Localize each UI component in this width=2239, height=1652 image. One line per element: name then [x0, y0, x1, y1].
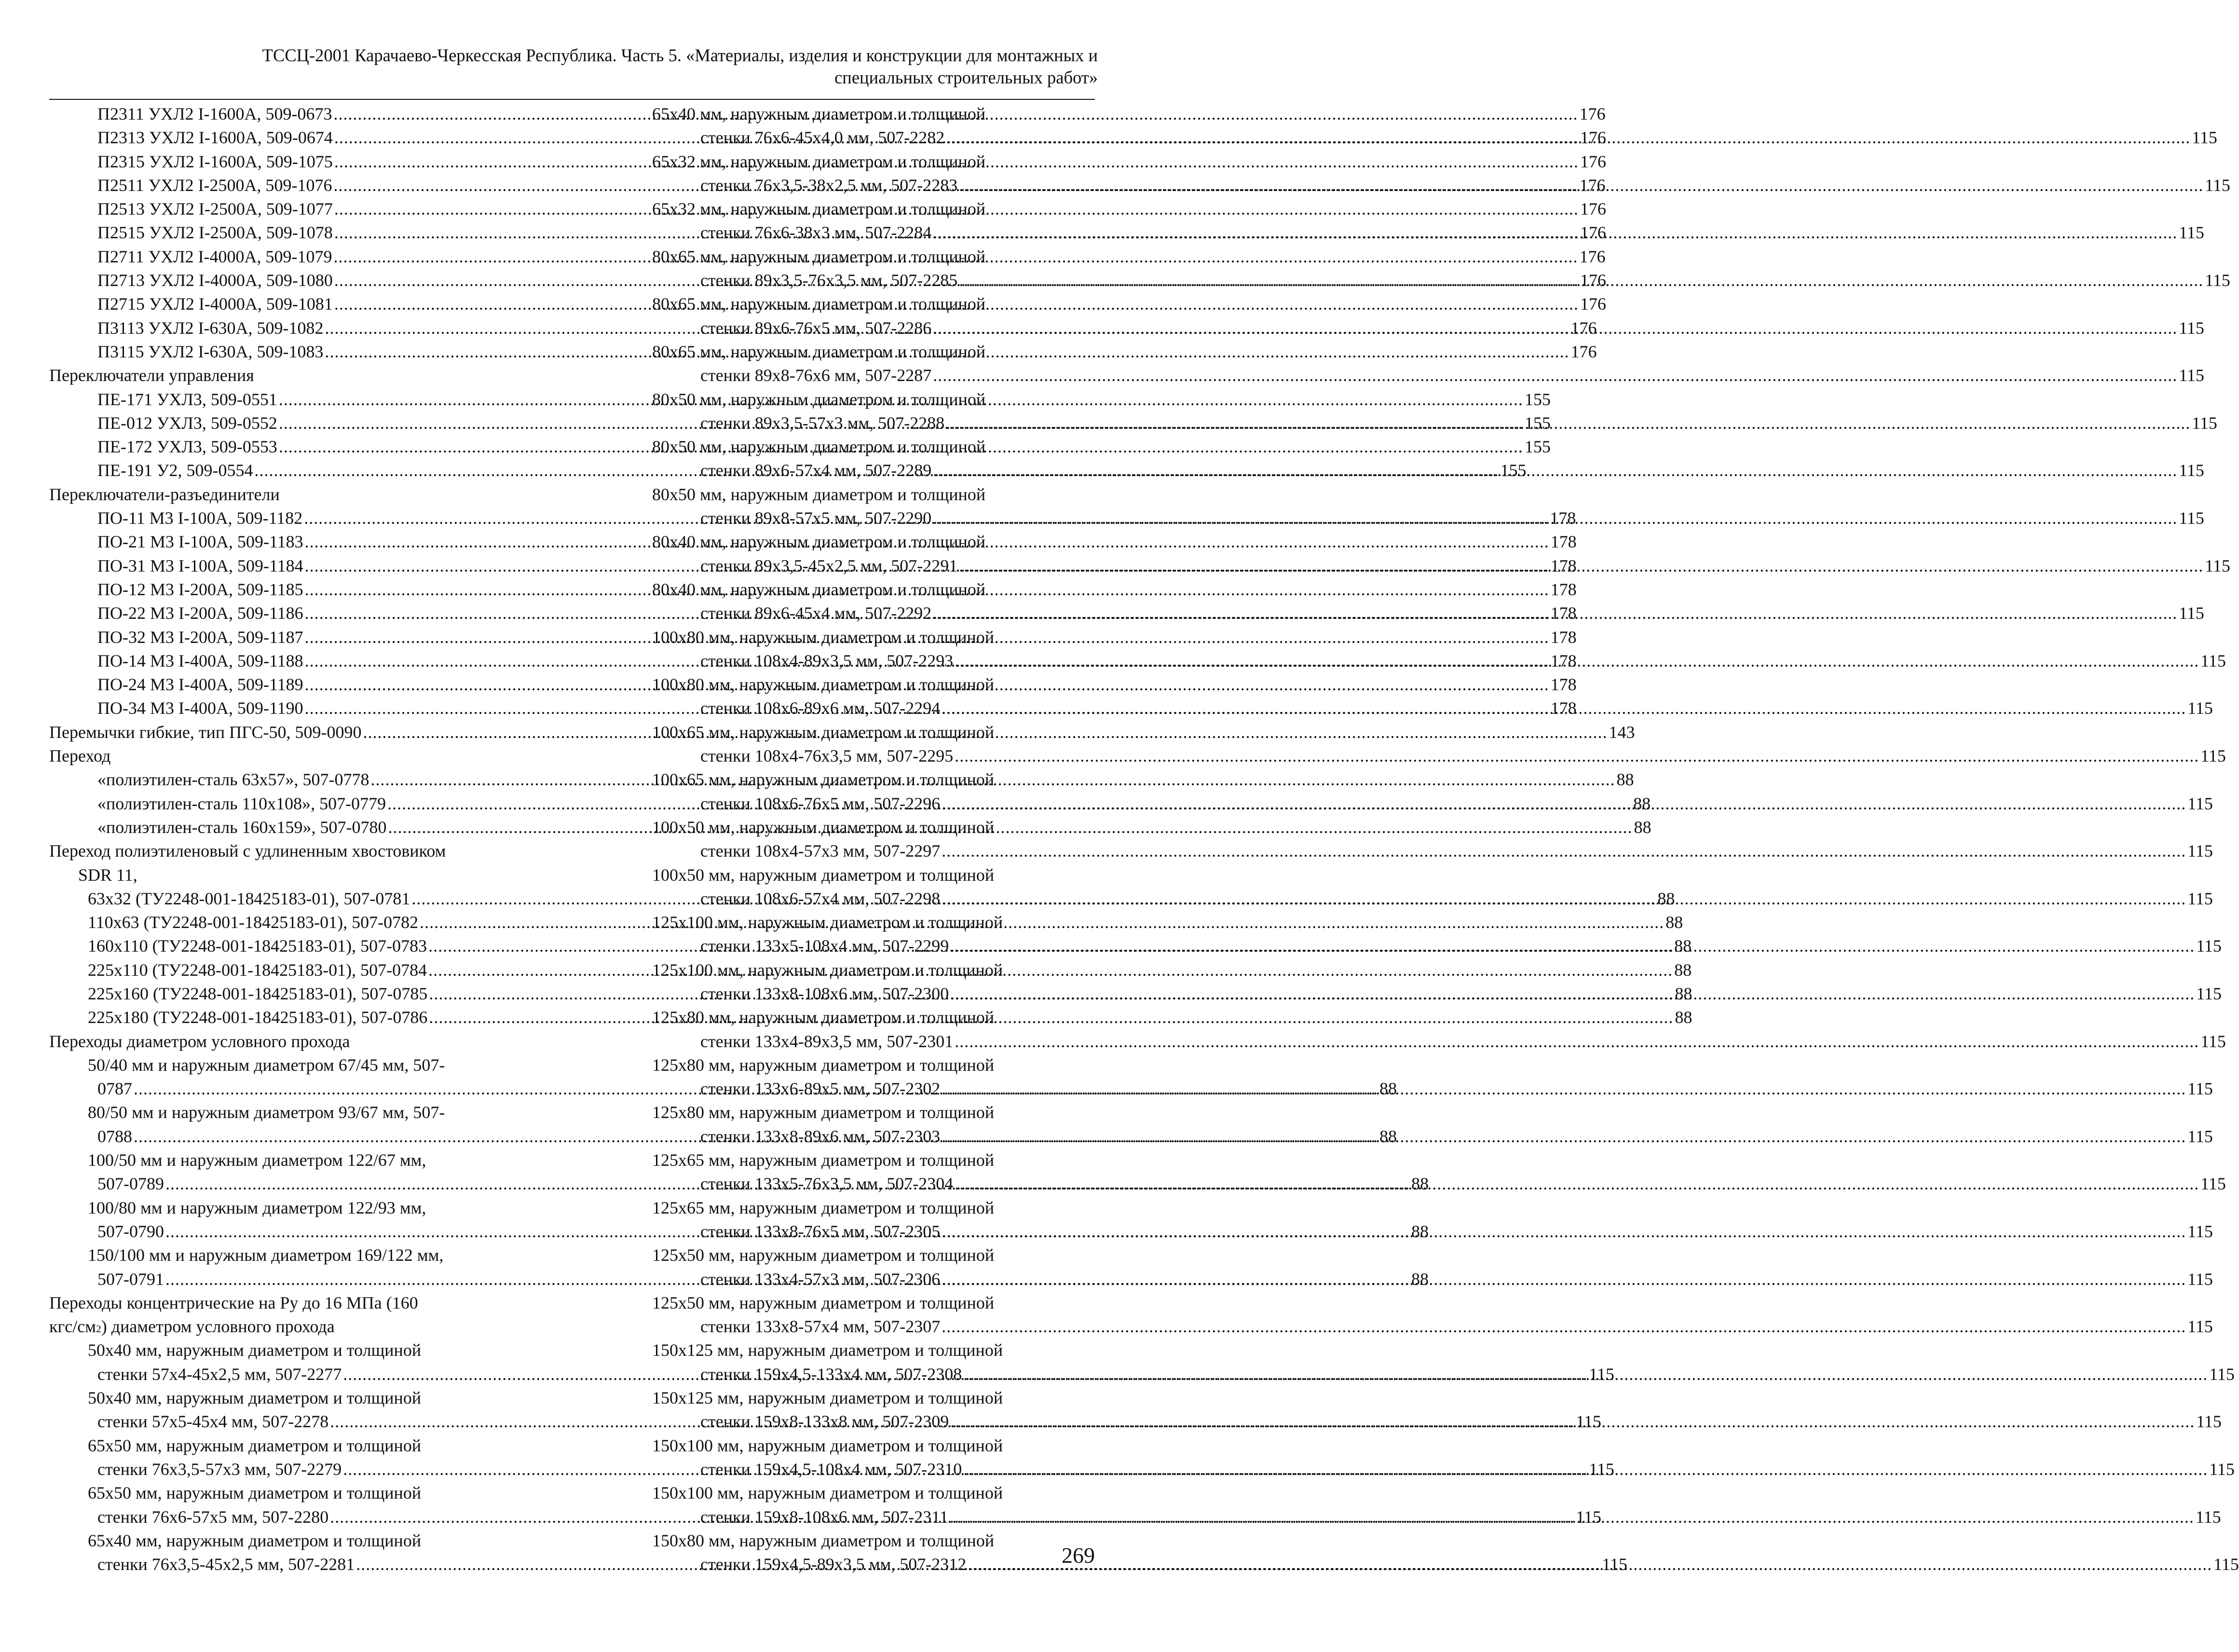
dot-leader — [933, 601, 2177, 625]
index-page-ref: 88 — [1411, 1174, 1429, 1194]
index-entry-text: ПЕ-191 У2, 509-0554 — [97, 461, 253, 480]
index-entry — [652, 1458, 2235, 1481]
index-entry-text: стенки 108х4-89х3,5 мм, 507-2293 — [700, 651, 954, 670]
index-entry-text: 80/50 мм и наружным диаметром 93/67 мм, 507- — [88, 1103, 445, 1122]
index-page-ref: 176 — [1580, 271, 1606, 290]
index-entry — [49, 1434, 534, 1458]
index-entry-text: 110х63 (ТУ2248-001-18425183-01), 507-0782 — [88, 913, 419, 932]
index-entry — [49, 483, 534, 506]
index-entry — [652, 673, 1095, 696]
index-entry-text: 507-0791 — [97, 1269, 164, 1289]
index-page-ref: 88 — [1379, 1079, 1397, 1099]
index-entry-text: П2513 УХЛ2 I-2500А, 509-1077 — [97, 199, 333, 219]
index-entry — [652, 530, 1095, 554]
index-entry — [49, 1338, 534, 1362]
index-entry — [652, 292, 1095, 316]
index-entry — [652, 768, 1095, 792]
running-header-line-2: специальных строительных работ» — [834, 68, 1098, 87]
index-page-ref: 88 — [1675, 983, 1693, 1003]
index-page-ref: 176 — [1570, 318, 1597, 338]
index-entry-text: ПО-11 М3 I-100А, 509-1182 — [97, 508, 303, 528]
index-entry — [652, 388, 1095, 411]
index-entry-text: 150х100 мм, наружным диаметром и толщиной — [652, 1483, 1003, 1503]
index-page-ref: 176 — [1579, 175, 1606, 195]
index-entry-text: 65х40 мм, наружным диаметром и толщиной — [652, 104, 986, 123]
index-page-ref: 115 — [2200, 651, 2226, 670]
running-header-line-1: ТССЦ-2001 Карачаево-Черкесская Республика. Часть 5. «Материалы, изделия и конструкции для монтажных и — [262, 45, 1098, 65]
dot-leader — [933, 506, 2177, 530]
index-entry-text: ПО-22 М3 I-200А, 509-1186 — [97, 603, 303, 623]
index-entry-text: 63х32 (ТУ2248-001-18425183-01), 507-0781 — [88, 888, 410, 908]
index-entry — [652, 1196, 1095, 1220]
index-page-ref: 176 — [1579, 104, 1606, 123]
dot-leader — [968, 1553, 2212, 1576]
index-page-ref: 176 — [1580, 294, 1606, 314]
dot-leader — [946, 126, 2190, 150]
index-entry-text: 100х50 мм, наружным диаметром и толщиной — [652, 865, 995, 885]
index-entry-text: стенки 89х8-57х5 мм, 507-2290 — [700, 508, 932, 528]
index-entry-text: 150х125 мм, наружным диаметром и толщиной — [652, 1340, 1003, 1360]
index-entry — [49, 1481, 534, 1505]
index-entry-text: П2315 УХЛ2 I-1600А, 509-1075 — [97, 151, 333, 171]
index-entry-text: 125х100 мм, наружным диаметром и толщиной — [652, 960, 1003, 980]
index-entry-text: П2715 УХЛ2 I-4000А, 509-1081 — [97, 294, 333, 314]
index-entry-text: 65х50 мм, наружным диаметром и толщиной — [88, 1483, 422, 1503]
index-page-ref: 115 — [2187, 1126, 2213, 1146]
index-page-ref: 155 — [1524, 413, 1551, 433]
index-entry-text: 100х50 мм, наружным диаметром и толщиной — [652, 817, 995, 837]
index-entry — [49, 1386, 534, 1410]
index-entry-text: 125х80 мм, наружным диаметром и толщиной — [652, 1008, 995, 1027]
index-entry-text: стенки 133х6-89х5 мм, 507-2302 — [700, 1079, 941, 1099]
index-entry — [652, 102, 1095, 126]
index-entry-text: 80х65 мм, наружным диаметром и толщиной — [652, 294, 986, 314]
index-entry — [652, 1410, 2222, 1434]
index-entry-text: стенки 89х8-76х6 мм, 507-2287 — [700, 366, 932, 385]
dot-leader — [942, 1125, 2186, 1148]
running-header — [48, 44, 1098, 89]
index-entry-text: 80х65 мм, наружным диаметром и толщиной — [652, 246, 986, 266]
index-page-ref: 115 — [2179, 461, 2204, 480]
index-page-ref: 88 — [1633, 793, 1651, 813]
index-entry-text: стенки 133х5-76х3,5 мм, 507-2304 — [700, 1174, 954, 1194]
index-page-ref: 88 — [1634, 817, 1652, 837]
index-entry — [652, 1434, 1095, 1458]
index-entry: кгс/см 2 ) диаметром условного прохода — [49, 1315, 534, 1338]
page-number: 269 — [1062, 1543, 1095, 1568]
index-entry — [652, 1291, 1095, 1315]
index-page-ref: 115 — [2200, 1031, 2226, 1051]
index-entry-text: «полиэтилен-сталь 110х108», 507-0779 — [97, 793, 386, 813]
index-page-ref: 115 — [2179, 603, 2204, 623]
index-page-ref: 115 — [2187, 698, 2213, 718]
index-page-ref: 115 — [2187, 888, 2213, 908]
dot-leader — [955, 744, 2199, 768]
index-entry — [652, 245, 1095, 269]
index-page-ref: 88 — [1674, 960, 1692, 980]
dot-leader — [959, 554, 2203, 578]
index-entry-text: П2515 УХЛ2 I-2500А, 509-1078 — [97, 223, 333, 243]
index-entry-text: 125х65 мм, наружным диаметром и толщиной — [652, 1150, 995, 1170]
index-entry-text: 507-0789 — [97, 1174, 164, 1194]
index-entry-text: стенки 108х4-57х3 мм, 507-2297 — [700, 841, 941, 861]
index-entry-text: «полиэтилен-сталь 160х159», 507-0780 — [97, 817, 387, 837]
dot-leader — [959, 174, 2203, 197]
index-entry — [49, 1196, 534, 1220]
index-entry — [652, 1030, 2226, 1053]
dot-leader — [933, 221, 2177, 245]
index-page-ref: 178 — [1550, 698, 1577, 718]
index-page-ref: 115 — [2187, 841, 2213, 861]
index-page-ref: 115 — [2187, 1221, 2213, 1241]
index-page-ref: 178 — [1550, 627, 1577, 647]
index-entry — [652, 1505, 2221, 1529]
index-entry — [652, 340, 1095, 364]
index-page-ref: 115 — [2209, 1459, 2235, 1479]
dot-leader — [946, 411, 2190, 435]
index-entry — [652, 958, 1095, 982]
index-entry-text: стенки 76х6-38х3 мм, 507-2284 — [700, 223, 932, 243]
index-entry-text: стенки 159х8-133х8 мм, 507-2309 — [700, 1412, 949, 1432]
index-entry-text: 225х180 (ТУ2248-001-18425183-01), 507-0786 — [88, 1008, 428, 1027]
index-entry-text: Перемычки гибкие, тип ПГС-50, 509-0090 — [49, 722, 362, 742]
index-entry-text: стенки 76х3,5-38х2,5 мм, 507-2283 — [700, 175, 958, 195]
index-entry — [652, 197, 1095, 221]
index-page-ref: 115 — [1576, 1412, 1601, 1432]
index-page-ref: 178 — [1550, 675, 1577, 695]
index-entry-text: стенки 108х6-76х5 мм, 507-2296 — [700, 793, 941, 813]
index-entry — [652, 1363, 2235, 1386]
index-page-ref: 115 — [2205, 271, 2230, 290]
index-entry — [652, 1315, 2213, 1338]
index-entry-text: 100/80 мм и наружным диаметром 122/93 мм, — [88, 1198, 426, 1217]
dot-leader — [933, 364, 2177, 387]
index-entry-text: 80х50 мм, наружным диаметром и толщиной — [652, 389, 986, 409]
index-entry-text: стенки 57х5-45х4 мм, 507-2278 — [97, 1412, 329, 1432]
index-entry-text: стенки 133х4-89х3,5 мм, 507-2301 — [700, 1031, 954, 1051]
index-entry-text: 160х110 (ТУ2248-001-18425183-01), 507-0783 — [88, 936, 427, 956]
index-entry-text: стенки 76х6-45х4,0 мм, 507-2282 — [700, 128, 945, 148]
index-entry-text: Переключатели управления — [49, 366, 254, 385]
index-page-ref: 115 — [2179, 223, 2204, 243]
index-entry-text: 65х32 мм, наружным диаметром и толщиной — [652, 199, 986, 219]
index-page-ref: 88 — [1675, 1008, 1693, 1027]
index-page-ref: 115 — [2200, 1174, 2226, 1194]
index-page-ref: 178 — [1550, 651, 1577, 670]
index-entry — [49, 1291, 534, 1315]
index-entry-text: стенки 133х4-57х3 мм, 507-2306 — [700, 1269, 941, 1289]
index-entry-text: стенки 76х3,5-45х2,5 мм, 507-2281 — [97, 1555, 355, 1574]
index-entry-text: 0788 — [97, 1126, 132, 1146]
index-entry — [652, 578, 1095, 601]
index-entry — [49, 1529, 534, 1553]
index-entry-text: Переходы диаметром условного прохода — [49, 1031, 350, 1051]
index-page-ref: 178 — [1550, 532, 1577, 552]
dot-leader — [942, 696, 2186, 720]
index-page-ref: 176 — [1580, 223, 1606, 243]
index-page-ref: 115 — [2179, 366, 2204, 385]
index-page-ref: 115 — [2187, 1317, 2213, 1337]
index-page-ref: 115 — [2192, 128, 2217, 148]
index-entry-text: стенки 89х6-45х4 мм, 507-2292 — [700, 603, 932, 623]
index-entry — [49, 1101, 534, 1124]
index-entry-text: стенки 133х8-57х4 мм, 507-2307 — [700, 1317, 941, 1337]
index-entry-text: ПЕ-171 УХЛ3, 509-0551 — [97, 389, 277, 409]
index-page-ref: 176 — [1570, 341, 1597, 361]
index-entry-text: 80х40 мм, наружным диаметром и толщиной — [652, 579, 986, 599]
index-entry-text: 100/50 мм и наружным диаметром 122/67 мм, — [88, 1150, 426, 1170]
index-entry-text: 100х65 мм, наружным диаметром и толщиной — [652, 722, 995, 742]
index-entry-text: ПЕ-012 УХЛ3, 509-0552 — [97, 413, 277, 433]
dot-leader — [942, 792, 2186, 816]
dot-leader — [950, 934, 2195, 958]
index-page-ref: 178 — [1550, 579, 1577, 599]
index-entry-text: стенки 108х4-76х3,5 мм, 507-2295 — [700, 746, 954, 766]
index-page-ref: 115 — [2195, 1507, 2221, 1527]
dot-leader — [950, 1505, 2194, 1529]
index-entry-text-cont: ) диаметром условного прохода — [101, 1317, 335, 1337]
dot-leader — [955, 1030, 2199, 1053]
index-page-ref: 115 — [2187, 1269, 2213, 1289]
index-page-ref: 178 — [1550, 603, 1577, 623]
index-entry — [652, 1338, 1095, 1362]
index-page-ref: 88 — [1616, 770, 1634, 790]
index-entry-text: стенки 108х6-89х6 мм, 507-2294 — [700, 698, 941, 718]
dot-leader — [942, 1315, 2186, 1338]
index-entry-text: 65х50 мм, наружным диаметром и толщиной — [88, 1435, 422, 1455]
index-entry-text: 65х32 мм, наружным диаметром и толщиной — [652, 151, 986, 171]
index-entry-text: 150х80 мм, наружным диаметром и толщиной — [652, 1530, 995, 1550]
index-entry — [652, 1243, 1095, 1267]
index-page-ref: 178 — [1550, 556, 1577, 575]
index-entry-text: стенки 159х8-108х6 мм, 507-2311 — [700, 1507, 948, 1527]
index-page-ref: 115 — [2187, 793, 2213, 813]
index-entry-text: 225х110 (ТУ2248-001-18425183-01), 507-0784 — [88, 960, 427, 980]
index-entry — [49, 863, 534, 887]
index-entry-text: 80х50 мм, наружным диаметром и толщиной — [652, 437, 986, 457]
index-entry — [49, 1053, 534, 1077]
index-entry — [652, 1101, 1095, 1124]
index-entry-text: 507-0790 — [97, 1221, 164, 1241]
index-entry-text: 125х50 мм, наружным диаметром и толщиной — [652, 1293, 995, 1312]
index-entry — [49, 1243, 534, 1267]
index-entry-text: стенки 76х6-57х5 мм, 507-2280 — [97, 1507, 329, 1527]
index-entry-text: Переход — [49, 746, 111, 766]
index-page-ref: 176 — [1580, 151, 1606, 171]
index-entry-text: ПО-14 М3 I-400А, 509-1188 — [97, 651, 303, 670]
index-entry-text: 125х50 мм, наружным диаметром и толщиной — [652, 1245, 995, 1265]
index-page-ref: 88 — [1674, 936, 1692, 956]
index-entry — [652, 1006, 1095, 1029]
index-entry-text: ПО-24 М3 I-400А, 509-1189 — [97, 675, 303, 695]
index-entry-text: П2711 УХЛ2 I-4000А, 509-1079 — [97, 246, 332, 266]
index-entry-text: стенки 89х3,5-57х3 мм, 507-2288 — [700, 413, 945, 433]
index-entry-text: Переключатели-разъединители — [49, 484, 280, 504]
index-entry-text: стенки 57х4-45х2,5 мм, 507-2277 — [97, 1364, 342, 1384]
index-page-ref: 88 — [1411, 1269, 1429, 1289]
index-entry-text: ПО-21 М3 I-100А, 509-1183 — [97, 532, 303, 552]
index-page-ref: 115 — [1589, 1459, 1614, 1479]
index-page-ref: 115 — [2192, 413, 2217, 433]
dot-leader — [942, 887, 2186, 911]
index-entry-text: ПО-34 М3 I-400А, 509-1190 — [97, 698, 303, 718]
index-entry — [652, 1386, 1095, 1410]
index-page-ref: 115 — [2213, 1555, 2239, 1574]
index-page-ref: 115 — [2196, 1412, 2222, 1432]
index-page-ref: 155 — [1524, 437, 1551, 457]
index-entry-text: Переход полиэтиленовый с удлиненным хвостовиком — [49, 841, 446, 861]
index-entry-text: 125х65 мм, наружным диаметром и толщиной — [652, 1198, 995, 1217]
dot-leader — [933, 459, 2177, 482]
index-entry-text: «полиэтилен-сталь 63х57», 507-0778 — [97, 770, 369, 790]
index-entry — [652, 744, 2226, 768]
dot-leader — [955, 649, 2199, 673]
index-entry-text: стенки 89х6-57х4 мм, 507-2289 — [700, 461, 932, 480]
dot-leader — [950, 1410, 2195, 1434]
index-entry-text: 0787 — [97, 1079, 132, 1099]
index-entry-text: П2713 УХЛ2 I-4000А, 509-1080 — [97, 271, 333, 290]
index-entry-text: 50х40 мм, наружным диаметром и толщиной — [88, 1388, 422, 1408]
index-entry — [652, 1529, 1095, 1553]
index-entry-text: ПО-32 М3 I-200А, 509-1187 — [97, 627, 303, 647]
index-entry-text: 125х100 мм, наружным диаметром и толщиной — [652, 913, 1003, 932]
index-entry-text: стенки 159х4,5-108х4 мм, 507-2310 — [700, 1459, 962, 1479]
dot-leader — [942, 839, 2186, 863]
index-entry — [652, 839, 2213, 863]
index-entry — [49, 839, 534, 863]
index-page-ref: 115 — [2179, 318, 2204, 338]
index-entry-text: 50х40 мм, наружным диаметром и толщиной — [88, 1340, 422, 1360]
index-entry — [652, 816, 1095, 839]
index-page-ref: 115 — [2205, 175, 2230, 195]
index-entry-text: П2313 УХЛ2 I-1600А, 509-0674 — [97, 128, 333, 148]
index-entry-text: 125х80 мм, наружным диаметром и толщиной — [652, 1055, 995, 1075]
dot-leader — [963, 1458, 2208, 1481]
index-entry-text: П2511 УХЛ2 I-2500А, 509-1076 — [97, 175, 332, 195]
index-page-ref: 115 — [1589, 1364, 1614, 1384]
index-page-ref: 115 — [2179, 508, 2204, 528]
index-entry — [652, 1553, 2239, 1576]
index-page-ref: 88 — [1657, 888, 1675, 908]
index-entry-text: П2311 УХЛ2 I-1600А, 509-0673 — [97, 104, 332, 123]
index-page-ref: 115 — [2200, 746, 2226, 766]
index-entry-text: 65х40 мм, наружным диаметром и толщиной — [88, 1530, 422, 1550]
index-entry — [652, 863, 1095, 887]
index-entry-text: П3115 УХЛ2 I-630А, 509-1083 — [97, 341, 324, 361]
index-page-ref: 115 — [2205, 556, 2230, 575]
index-page-ref: 88 — [1666, 913, 1683, 932]
index-entry-text: Переходы концентрические на Ру до 16 МПа (160 — [49, 1293, 418, 1312]
index-entry-text: стенки 108х6-57х4 мм, 507-2298 — [700, 888, 941, 908]
index-page-ref: 115 — [2196, 983, 2222, 1003]
index-entry-text: стенки 133х8-76х5 мм, 507-2305 — [700, 1221, 941, 1241]
index-entry-text: стенки 133х8-108х6 мм, 507-2300 — [700, 983, 949, 1003]
index-entry-text: 150/100 мм и наружным диаметром 169/122 мм, — [88, 1245, 444, 1265]
index-entry — [652, 483, 1095, 506]
index-entry — [652, 150, 1095, 174]
index-entry-text: ПО-31 М3 I-100А, 509-1184 — [97, 556, 303, 575]
dot-leader — [942, 1220, 2186, 1243]
index-entry-text: SDR 11, — [78, 865, 137, 885]
dot-leader — [933, 316, 2177, 340]
index-page-ref: 88 — [1379, 1126, 1397, 1146]
index-entry — [652, 435, 1095, 459]
dot-leader — [942, 1268, 2186, 1291]
index-entry — [652, 1125, 2213, 1148]
index-page-ref: 155 — [1500, 461, 1527, 480]
index-entry-text: ПЕ-172 УХЛ3, 509-0553 — [97, 437, 277, 457]
index-entry — [652, 364, 2204, 387]
index-page-ref: 176 — [1579, 246, 1606, 266]
index-entry-text: кгс/см — [49, 1317, 96, 1337]
index-entry-text: 80х40 мм, наружным диаметром и толщиной — [652, 532, 986, 552]
index-entry-text: 225х160 (ТУ2248-001-18425183-01), 507-0785 — [88, 983, 428, 1003]
index-entry-text: 125х80 мм, наружным диаметром и толщиной — [652, 1103, 995, 1122]
index-entry-text: стенки 89х3,5-76х3,5 мм, 507-2285 — [700, 271, 958, 290]
index-entry — [652, 1481, 1095, 1505]
index-entry-text: стенки 159х4,5-133х4 мм, 507-2308 — [700, 1364, 962, 1384]
index-entry — [652, 1053, 1095, 1077]
index-entry-text: 50/40 мм и наружным диаметром 67/45 мм, 507- — [88, 1055, 445, 1075]
index-entry-text: стенки 133х5-108х4 мм, 507-2299 — [700, 936, 949, 956]
index-page-ref: 115 — [1602, 1555, 1627, 1574]
index-entry — [652, 626, 1095, 649]
index-entry-text: 150х100 мм, наружным диаметром и толщиной — [652, 1435, 1003, 1455]
index-entry-text: П3113 УХЛ2 I-630А, 509-1082 — [97, 318, 324, 338]
index-entry-text: 150х125 мм, наружным диаметром и толщиной — [652, 1388, 1003, 1408]
index-page-ref: 115 — [2196, 936, 2222, 956]
index-entry-text: стенки 89х3,5-45х2,5 мм, 507-2291 — [700, 556, 958, 575]
index-page-ref: 115 — [1576, 1507, 1601, 1527]
index-entry — [49, 364, 534, 387]
index-entry-text: ПО-12 М3 I-200А, 509-1185 — [97, 579, 303, 599]
index-entry-text: 100х80 мм, наружным диаметром и толщиной — [652, 675, 995, 695]
index-entry — [652, 721, 1095, 744]
index-entry — [49, 1148, 534, 1172]
index-entry-text: стенки 89х6-76х5 мм, 507-2286 — [700, 318, 932, 338]
index-entry-text: стенки 76х3,5-57х3 мм, 507-2279 — [97, 1459, 342, 1479]
index-page-ref: 143 — [1609, 722, 1635, 742]
index-page-ref: 88 — [1411, 1221, 1429, 1241]
index-entry-text: стенки 133х8-89х6 мм, 507-2303 — [700, 1126, 941, 1146]
dot-leader — [950, 982, 2195, 1006]
index-entry-text: 80х65 мм, наружным диаметром и толщиной — [652, 341, 986, 361]
dot-leader — [959, 269, 2203, 292]
index-entry — [652, 911, 1095, 934]
index-entry-text: 100х80 мм, наружным диаметром и толщиной — [652, 627, 995, 647]
index-entry — [652, 1148, 1095, 1172]
index-page-ref: 115 — [2209, 1364, 2235, 1384]
index-page-ref: 115 — [2187, 1079, 2213, 1099]
index-entry-text: 80х50 мм, наружным диаметром и толщиной — [652, 484, 986, 504]
index-page-ref: 155 — [1524, 389, 1551, 409]
header-rule — [49, 99, 1095, 100]
dot-leader — [942, 1077, 2186, 1101]
index-entry — [49, 744, 534, 768]
index-page-ref: 176 — [1580, 199, 1606, 219]
dot-leader — [955, 1172, 2199, 1196]
index-entry-text: 100х65 мм, наружным диаметром и толщиной — [652, 770, 995, 790]
dot-leader — [963, 1363, 2208, 1386]
index-page-ref: 178 — [1550, 508, 1576, 528]
index-entry-text: стенки 159х4,5-89х3,5 мм, 507-2312 — [700, 1555, 967, 1574]
index-page-ref: 176 — [1580, 128, 1606, 148]
index-entry — [49, 1030, 534, 1053]
